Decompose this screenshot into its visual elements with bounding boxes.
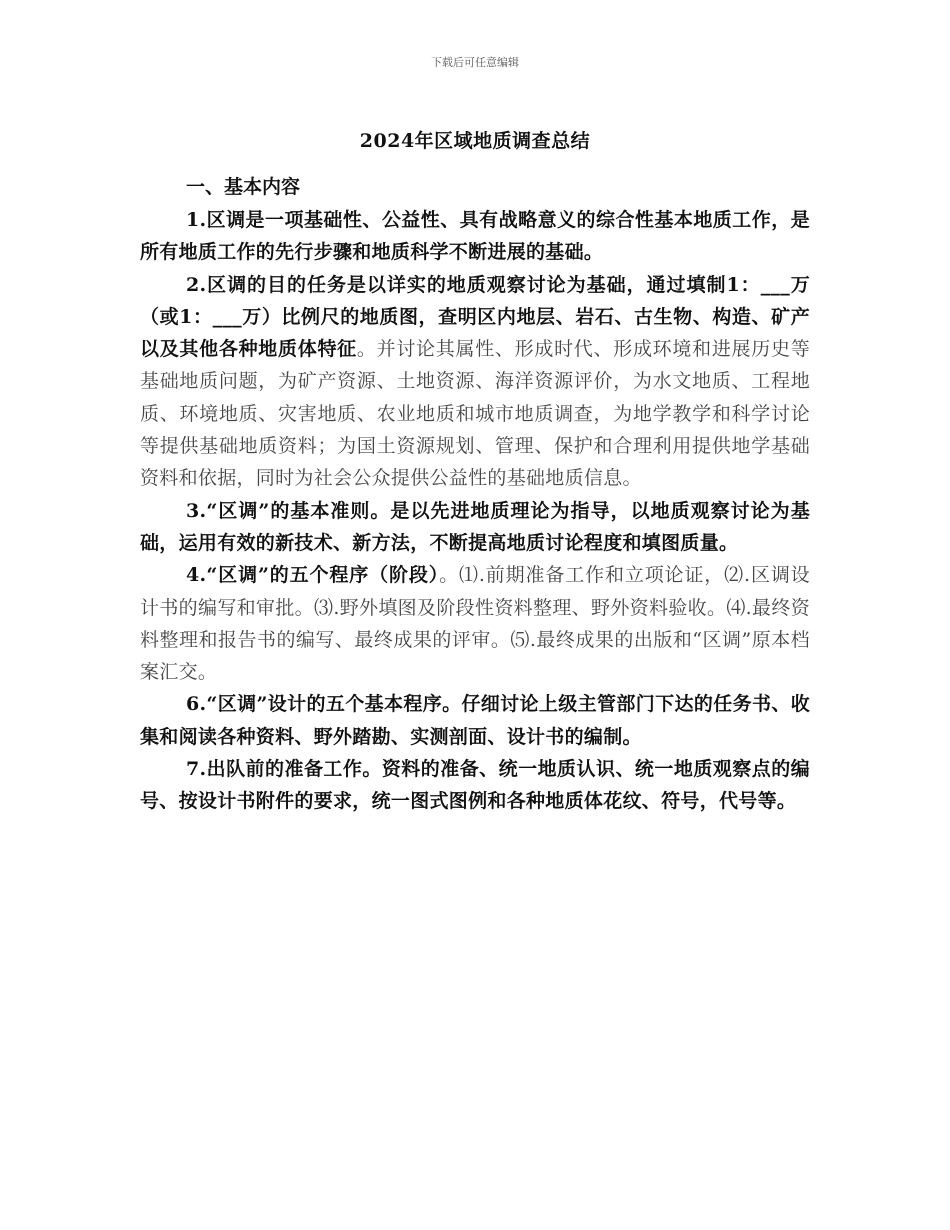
paragraph-3 bbox=[140, 495, 810, 560]
paragraph-4-normal-text: 。⑴.前期准备工作和立项论证，⑵.区调设计书的编写和审批。⑶.野外填图及阶段性资料整理、野外资料验收。⑷.最终资料整理和报告书的编写、最终成果的评审。⑸.最终成果的出版和“区调”原本档案汇交。 bbox=[140, 564, 810, 684]
document-body bbox=[140, 170, 810, 818]
paragraph-4 bbox=[140, 559, 810, 688]
paragraph-2-normal-text: 。并讨论其属性、形成时代、形成环境和进展历史等基础地质问题，为矿产资源、土地资源、海洋资源评价，为水文地质、工程地质、环境地质、灾害地质、农业地质和城市地质调查，为地学教学和科学讨论等提供基础地质资料；为国土资源规划、管理、保护和合理利用提供地学基础资料和依据，同时为社会公众提供公益性的基础地质信息。 bbox=[140, 338, 810, 490]
paragraph-6-text: 6.“区调”设计的五个基本程序。仔细讨论上级主管部门下达的任务书、收集和阅读各种资料、野外踏勘、实测剖面、设计书的编制。 bbox=[140, 693, 810, 748]
paragraph-4-bold-text: 4.“区调”的五个程序（阶段） bbox=[186, 564, 440, 587]
page-title: 2024年区域地质调查总结 bbox=[359, 130, 591, 152]
section-heading: 一、基本内容 bbox=[186, 176, 301, 198]
paragraph-6 bbox=[140, 688, 810, 753]
page-watermark: 下载后可任意编辑 bbox=[431, 56, 519, 69]
paragraph-2-bold-text: 2.区调的目的任务是以详实的地质观察讨论为基础，通过填制1：___万（或1：___万）比例尺的地质图，查明区内地层、岩石、古生物、构造、矿产以及其他各种地质体特征 bbox=[140, 273, 810, 361]
paragraph-3-text: 3.“区调”的基本准则。是以先进地质理论为指导，以地质观察讨论为基础，运用有效的新技术、新方法，不断提高地质讨论程度和填图质量。 bbox=[140, 499, 810, 554]
paragraph-2 bbox=[140, 269, 810, 495]
paragraph-1-text: 1.区调是一项基础性、公益性、具有战略意义的综合性基本地质工作，是所有地质工作的先行步骤和地质科学不断进展的基础。 bbox=[140, 209, 810, 264]
paragraph-7 bbox=[140, 753, 810, 818]
paragraph-7-text: 7.出队前的准备工作。资料的准备、统一地质认识、统一地质观察点的编号、按设计书附件的要求，统一图式图例和各种地质体花纹、符号，代号等。 bbox=[140, 758, 810, 813]
paragraph-1 bbox=[140, 204, 810, 269]
